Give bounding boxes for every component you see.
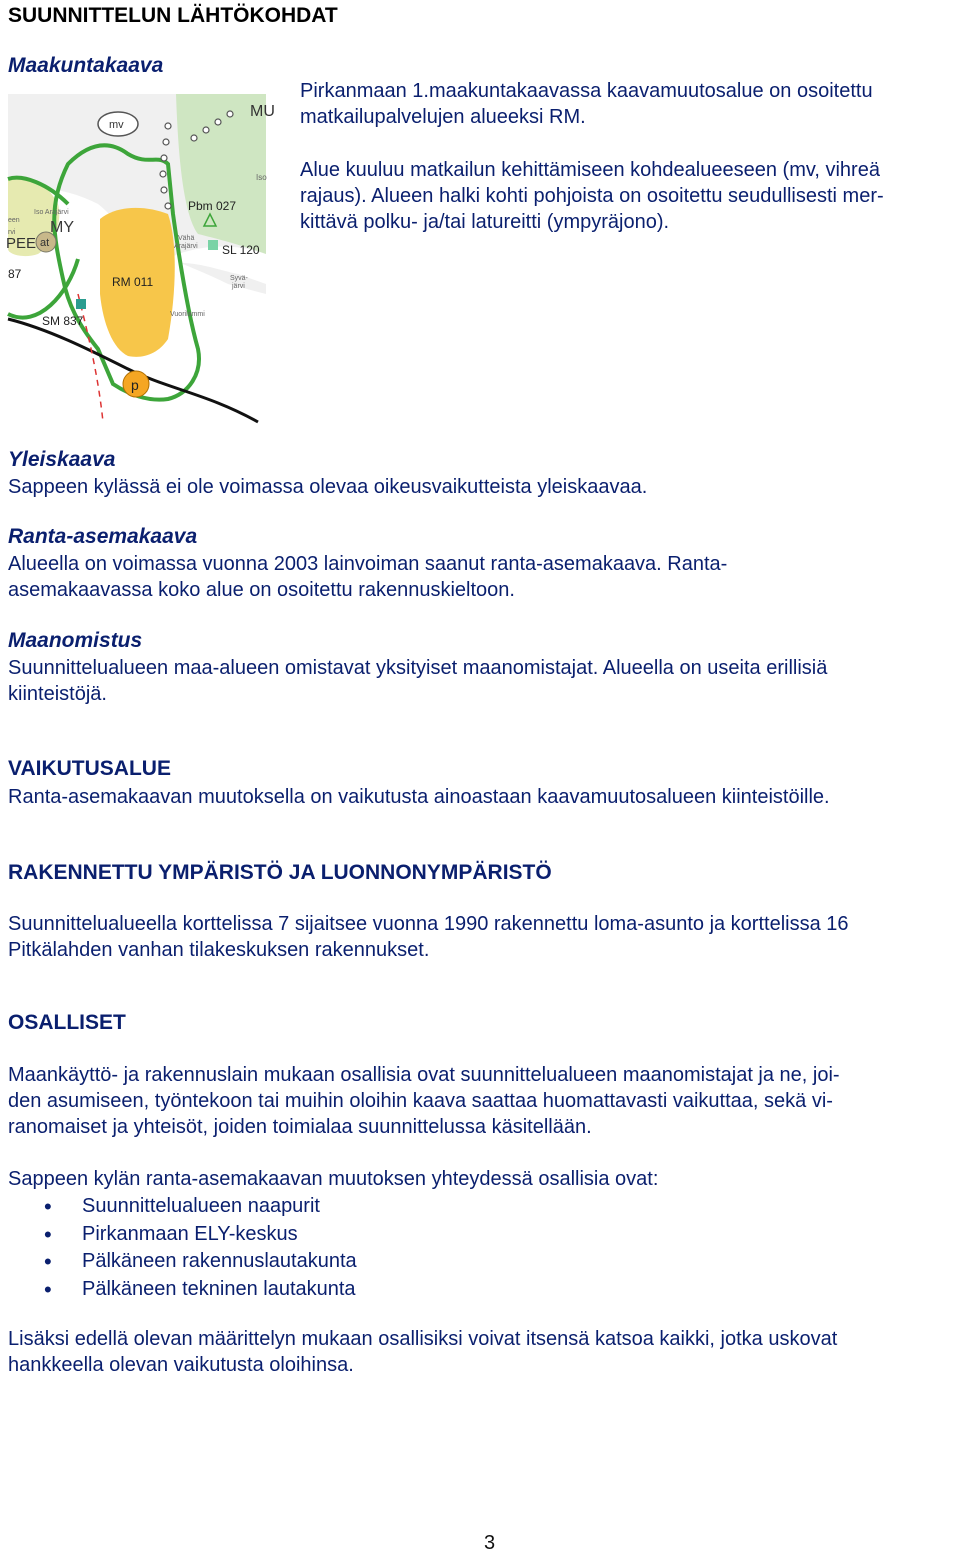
- map-label-sm: SM 837: [42, 314, 84, 328]
- map-label-rvi: rvi: [8, 229, 16, 236]
- map-label-syva2: järvi: [232, 283, 245, 290]
- osalliset-line1: Maankäyttö- ja rakennuslain mukaan osallisia ovat suunnittelualueen maanomistajat ja ne, joi-: [8, 1064, 840, 1086]
- osalliset-intro: Sappeen kylän ranta-asemakaavan muutoksen yhteydessä osallisia ovat:: [8, 1168, 659, 1190]
- map-label-rm: RM 011: [112, 275, 154, 289]
- map-label-mv: mv: [109, 119, 124, 131]
- osalliset-heading: OSALLISET: [8, 1011, 126, 1034]
- map-label-pee: PEE: [6, 235, 37, 252]
- ranta-line2: asemakaavassa koko alue on osoitettu rakennuskieltoon.: [8, 579, 515, 601]
- rakennettu-line1: Suunnittelualueella korttelissa 7 sijaitsee vuonna 1990 rakennettu loma-asunto ja korttelissa 16: [8, 913, 849, 935]
- vaikutusalue-text: Ranta-asemakaavan muutoksella on vaikutusta ainoastaan kaavamuutosalueen kiinteistöille.: [8, 786, 830, 808]
- maanomistus-heading: Maanomistus: [8, 629, 143, 652]
- section-title: SUUNNITTELUN LÄHTÖKOHDAT: [8, 4, 338, 27]
- maakuntakaava-map: [6, 94, 275, 422]
- map-label-een: een: [8, 217, 20, 224]
- map-label-p: p: [131, 377, 139, 393]
- map-label-87: 87: [8, 267, 22, 281]
- maakuntakaava-line1: Pirkanmaan 1.maakuntakaavassa kaavamuutosalue on osoitettu: [300, 80, 873, 102]
- map-label-arajarvi: Iso Arajärvi: [34, 209, 69, 216]
- rakennettu-line2: Pitkälahden vanhan tilakeskuksen rakennukset.: [8, 939, 430, 961]
- vaikutusalue-heading: VAIKUTUSALUE: [8, 757, 171, 780]
- map-label-iso: Iso: [256, 173, 267, 182]
- yleiskaava-text: Sappeen kylässä ei ole voimassa olevaa oikeusvaikutteista yleiskaavaa.: [8, 476, 648, 498]
- list-item: • Pälkäneen tekninen lautakunta: [8, 1276, 608, 1304]
- list-item: • Pirkanmaan ELY-keskus: [8, 1221, 608, 1249]
- maakuntakaava-line5: kittävä polku- ja/tai latureitti (ympyräjono).: [300, 211, 670, 233]
- map-label-pbm: Pbm 027: [188, 199, 237, 213]
- ranta-heading: Ranta-asemakaava: [8, 525, 198, 548]
- osalliset-line2: den asumiseen, työntekoon tai muihin oloihin kaava saattaa huomattavasti vaikuttaa, sekä vi-: [8, 1090, 833, 1112]
- list-item: • Suunnittelualueen naapurit: [8, 1193, 608, 1221]
- sm-square-icon: [76, 299, 86, 309]
- ranta-line1: Alueella on voimassa vuonna 2003 lainvoiman saanut ranta-asemakaava. Ranta-: [8, 553, 728, 575]
- map-label-mu: MU: [250, 103, 275, 120]
- osalliset-line3: ranomaiset ja yhteisöt, joiden toimialaa suunnittelussa käsitellään.: [8, 1116, 592, 1138]
- osalliset-list: [8, 1193, 608, 1303]
- maakuntakaava-line3: Alue kuuluu matkailun kehittämiseen kohdealueeseen (mv, vihreä: [300, 159, 880, 181]
- maakuntakaava-line2: matkailupalvelujen alueeksi RM.: [300, 106, 586, 128]
- map-label-sl: SL 120: [222, 243, 260, 257]
- maakuntakaava-heading: Maakuntakaava: [8, 54, 164, 77]
- osalliset-outro1: Lisäksi edellä olevan määrittelyn mukaan osallisiksi voivat itsensä katsoa kaikki, jotka uskovat: [8, 1328, 838, 1350]
- map-label-at: at: [40, 237, 50, 249]
- yleiskaava-heading: Yleiskaava: [8, 448, 116, 471]
- osalliset-outro2: hankkeella olevan vaikutusta oloihinsa.: [8, 1354, 354, 1376]
- maanomistus-line1: Suunnittelualueen maa-alueen omistavat yksityiset maanomistajat. Alueella on useita erillisiä: [8, 657, 828, 679]
- maanomistus-line2: kiinteistöjä.: [8, 683, 107, 705]
- map-label-lammi: Vuorilammi: [170, 311, 205, 318]
- sl-square-icon: [208, 240, 218, 250]
- maakuntakaava-line4: rajaus). Alueen halki kohti pohjoista on osoitettu seudullisesti mer-: [300, 185, 884, 207]
- list-item: • Pälkäneen rakennuslautakunta: [8, 1248, 608, 1276]
- map-label-my: MY: [50, 219, 74, 236]
- map-label-vaha: Vähä: [178, 235, 195, 242]
- map-label-vaha2: Arajärvi: [174, 243, 198, 250]
- map-label-syva: Syvä-: [230, 275, 248, 282]
- rakennettu-heading: RAKENNETTU YMPÄRISTÖ JA LUONNONYMPÄRISTÖ: [8, 861, 552, 884]
- page-number: 3: [484, 1532, 496, 1554]
